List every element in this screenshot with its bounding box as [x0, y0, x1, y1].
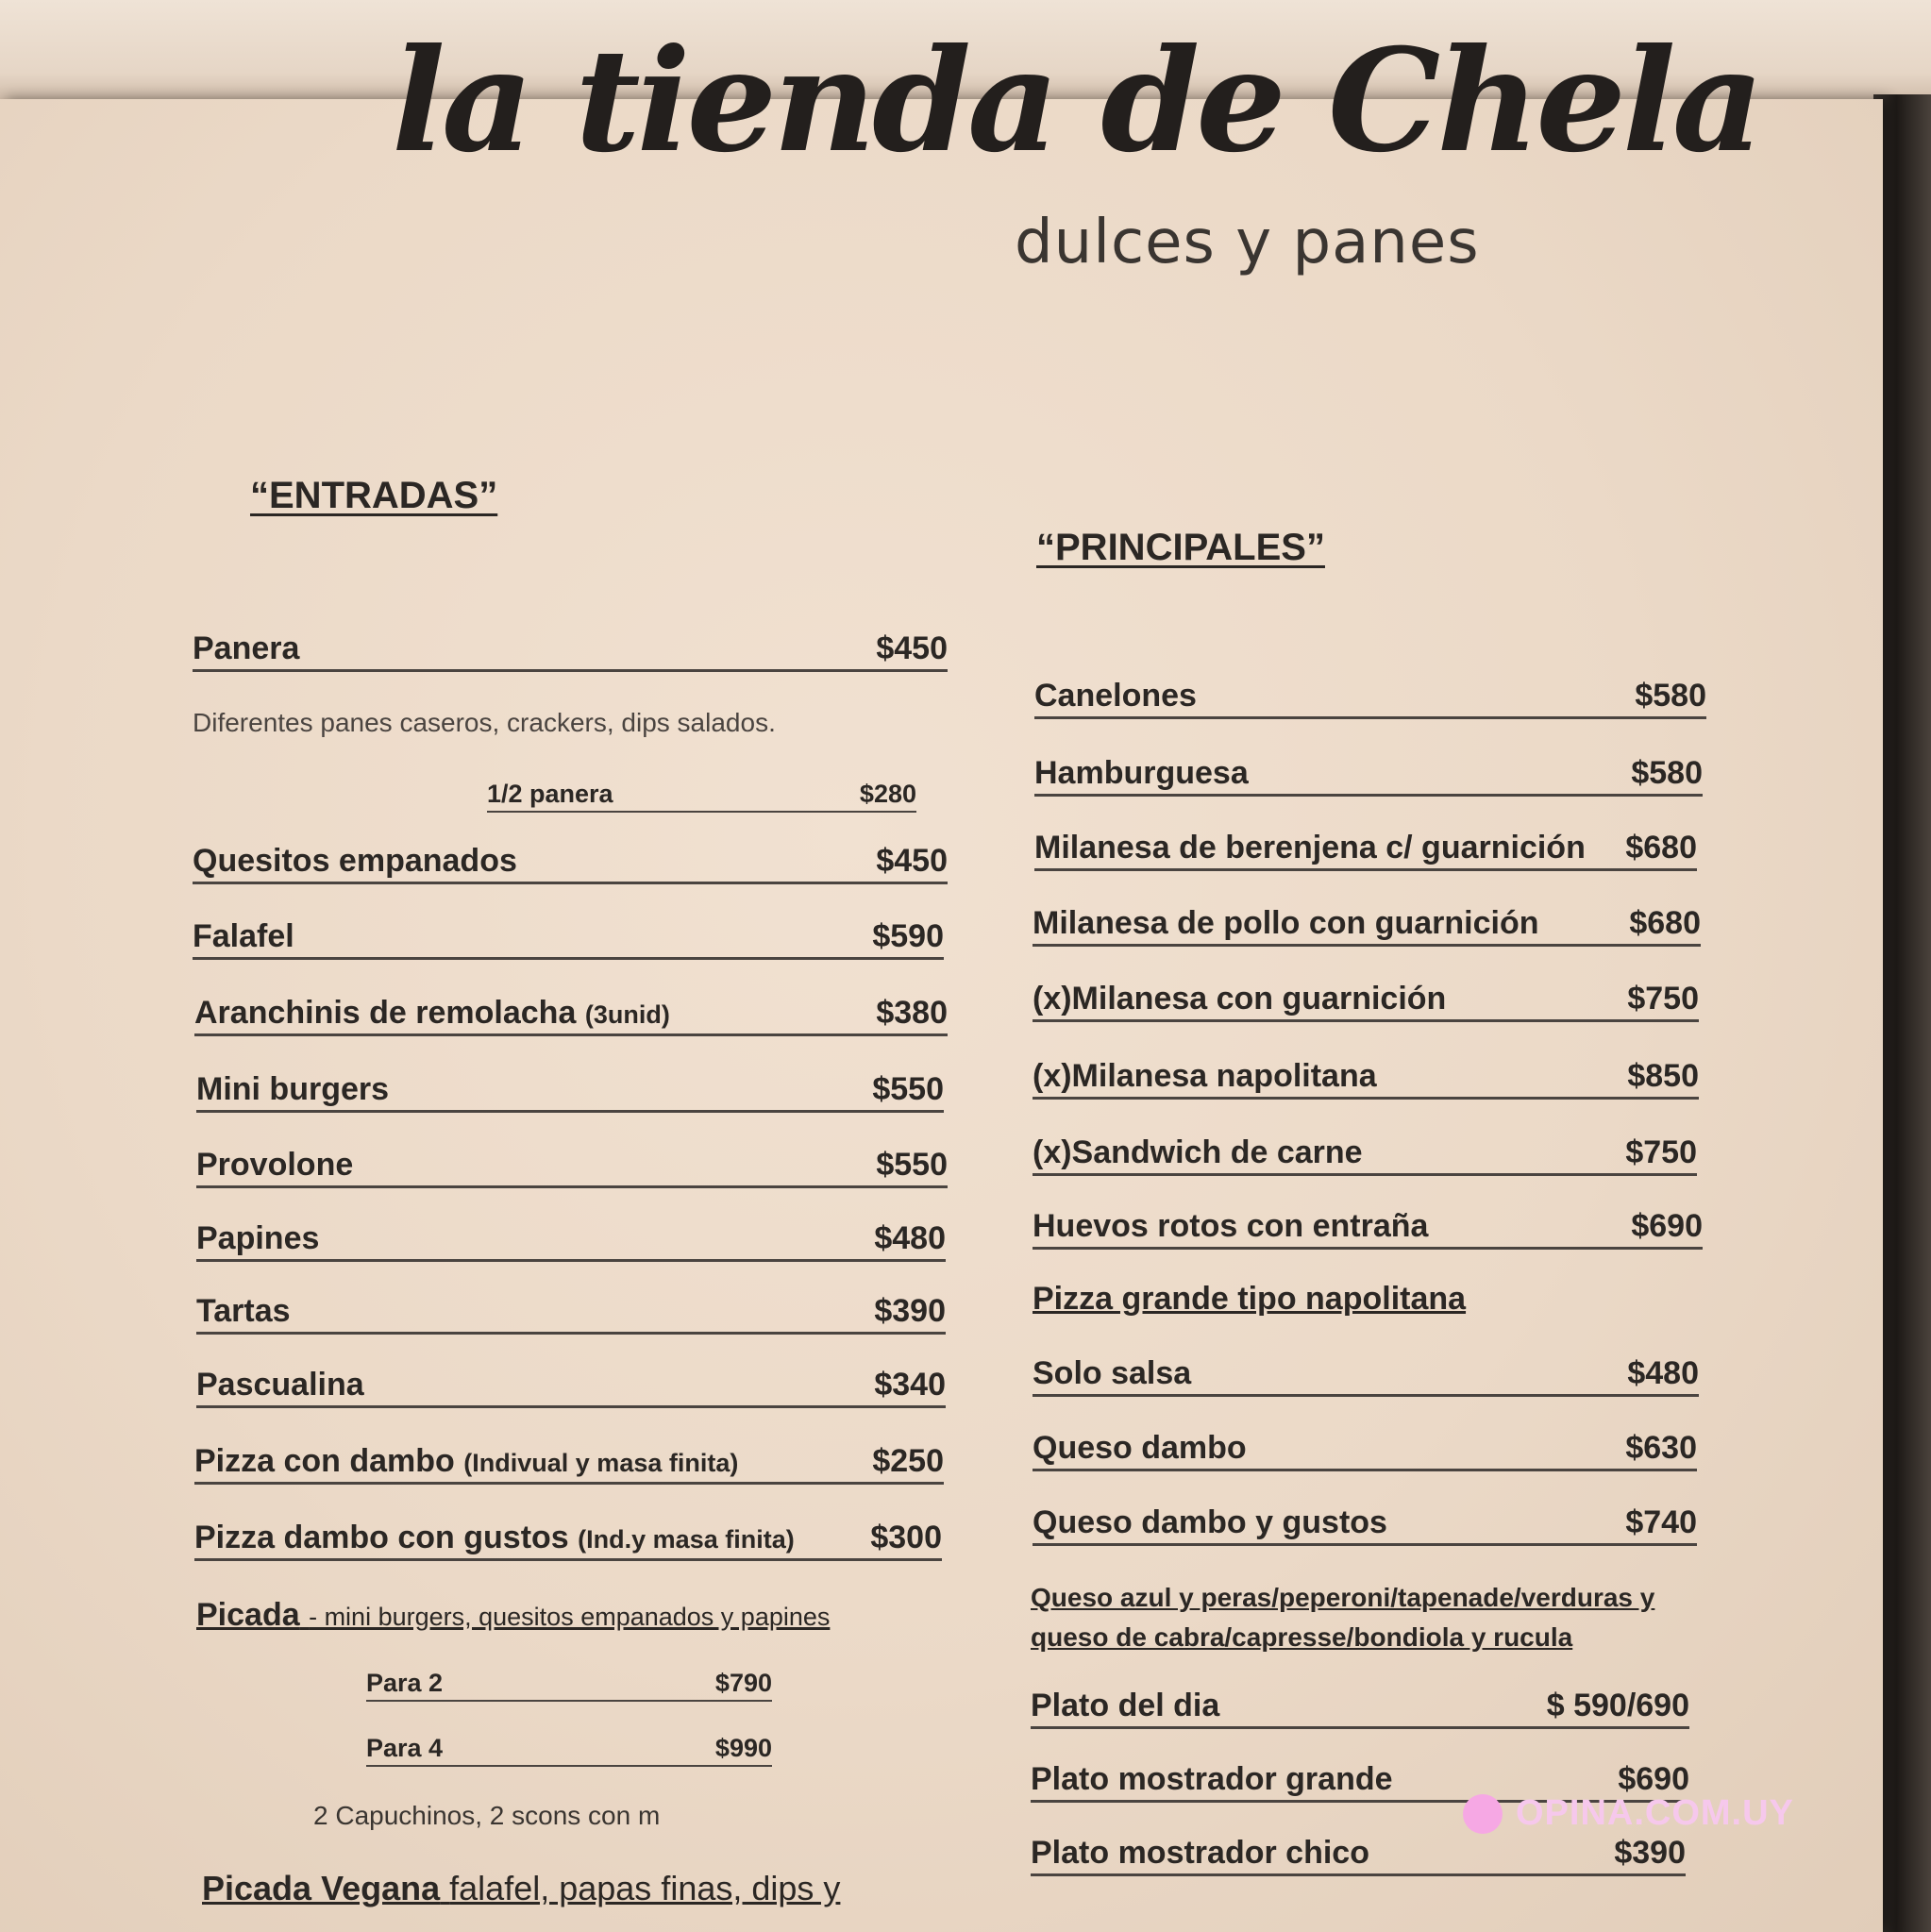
brand-logo: la tienda de Chela: [392, 18, 1761, 184]
item-name: Picada: [196, 1597, 300, 1633]
menu-item: [1033, 905, 1701, 947]
item-price: $680: [1625, 830, 1697, 865]
item-name: Falafel: [193, 918, 294, 954]
item-price: $480: [874, 1220, 946, 1256]
item-price: $740: [1625, 1504, 1697, 1540]
picada-line: [196, 1597, 830, 1634]
menu-item: [194, 1520, 942, 1561]
item-price: $790: [714, 1669, 772, 1697]
cut-off-line: 2 Capuchinos, 2 scons con m: [313, 1801, 661, 1830]
menu-item: [194, 1443, 944, 1485]
pizza-gustos-note: Queso azul y peras/peperoni/tapenade/verduras y queso de cabra/capresse/bondiola y rucula: [1031, 1583, 1655, 1652]
item-price: $750: [1625, 1134, 1697, 1170]
menu-item: [1031, 1835, 1686, 1876]
item-name: Panera: [193, 630, 300, 666]
item-note: (Ind.y masa finita): [578, 1525, 795, 1554]
menu-item: [1033, 1504, 1697, 1546]
menu-item: [1033, 1058, 1699, 1100]
item-description: falafel, papas finas, dips y: [449, 1869, 841, 1907]
menu-item: [193, 630, 948, 672]
item-name: Solo salsa: [1033, 1355, 1192, 1391]
item-price: $390: [874, 1293, 946, 1329]
item-price: $550: [872, 1071, 944, 1107]
menu-item: [1033, 1355, 1699, 1397]
item-price: $380: [876, 995, 948, 1031]
watermark-dot-icon: [1463, 1794, 1503, 1834]
item-name: Queso dambo: [1033, 1430, 1247, 1466]
item-name: Plato del dia: [1031, 1688, 1220, 1723]
item-name: Provolone: [196, 1147, 354, 1183]
item-name: Mini burgers: [196, 1071, 390, 1107]
item-name: Pascualina: [196, 1367, 364, 1403]
item-name: (x)Sandwich de carne: [1033, 1134, 1363, 1170]
item-note: (Indivual y masa finita): [463, 1449, 739, 1477]
menu-item: [196, 1367, 946, 1408]
item-price: $480: [1627, 1355, 1699, 1391]
item-name: Tartas: [196, 1293, 291, 1329]
principales-heading: “PRINCIPALES”: [1036, 527, 1325, 568]
item-price: $550: [876, 1147, 948, 1183]
menu-item: [1034, 755, 1703, 797]
item-name: Picada Vegana: [202, 1869, 441, 1907]
menu-item: [196, 1220, 946, 1262]
item-note: (3unid): [584, 1000, 670, 1029]
item-price: $990: [714, 1734, 772, 1762]
item-name: Huevos rotos con entraña: [1033, 1208, 1429, 1244]
entradas-heading: “ENTRADAS”: [250, 475, 498, 516]
item-description: - mini burgers, quesitos empanados y papines: [309, 1603, 831, 1631]
item-price: $690: [1618, 1761, 1689, 1797]
item-name: Pizza con dambo: [194, 1443, 455, 1479]
item-name: 1/2 panera: [487, 780, 613, 808]
menu-item: [1033, 1430, 1697, 1471]
item-name: Canelones: [1034, 678, 1197, 714]
menu-item: [366, 1734, 772, 1767]
item-price: $750: [1627, 981, 1699, 1016]
item-price: $630: [1625, 1430, 1697, 1466]
menu-item: [1031, 1688, 1689, 1729]
item-name: Plato mostrador chico: [1031, 1835, 1369, 1871]
menu-item: [366, 1669, 772, 1702]
menu-item: [1034, 830, 1697, 871]
item-price: $580: [1631, 755, 1703, 791]
menu-item: [194, 995, 948, 1036]
item-name: Para 2: [366, 1669, 444, 1697]
menu-item: [1033, 1208, 1703, 1250]
picada-vegana-line: [202, 1869, 840, 1908]
watermark-text: OPINA.COM.UY: [1516, 1793, 1794, 1833]
item-name: Queso dambo y gustos: [1033, 1504, 1387, 1540]
menu-item: [1034, 678, 1706, 719]
menu-item: [193, 843, 948, 884]
item-price: $580: [1635, 678, 1706, 714]
item-name: Pizza dambo con gustos: [194, 1520, 569, 1555]
pizza-heading: Pizza grande tipo napolitana: [1033, 1281, 1467, 1317]
panera-description: Diferentes panes caseros, crackers, dips salados.: [193, 708, 776, 737]
menu-item: [196, 1147, 948, 1188]
item-price: $250: [872, 1443, 944, 1479]
item-price: $280: [859, 780, 916, 808]
item-name: Milanesa de berenjena c/ guarnición: [1034, 830, 1586, 865]
item-price: $590: [872, 918, 944, 954]
item-price: $680: [1629, 905, 1701, 941]
menu-item: [193, 918, 944, 960]
menu-item: [196, 1293, 946, 1335]
item-price: $850: [1627, 1058, 1699, 1094]
item-price: $340: [874, 1367, 946, 1403]
brand-subtitle: dulces y panes: [1015, 208, 1480, 277]
item-name: Para 4: [366, 1734, 444, 1762]
item-name: Plato mostrador grande: [1031, 1761, 1393, 1797]
menu-item: [1033, 1134, 1697, 1176]
item-price: $390: [1614, 1835, 1686, 1871]
item-name: (x)Milanesa con guarnición: [1033, 981, 1447, 1016]
item-name: (x)Milanesa napolitana: [1033, 1058, 1377, 1094]
item-price: $690: [1631, 1208, 1703, 1244]
item-price: $450: [876, 630, 948, 666]
menu-item: [196, 1071, 944, 1113]
item-price: $300: [870, 1520, 942, 1555]
item-price: $450: [876, 843, 948, 879]
watermark: [1463, 1793, 1794, 1834]
item-name: Hamburguesa: [1034, 755, 1249, 791]
item-name: Quesitos empanados: [193, 843, 517, 879]
item-name: Papines: [196, 1220, 320, 1256]
menu-item: [487, 780, 916, 813]
item-price: $ 590/690: [1546, 1688, 1689, 1723]
menu-item: [1033, 981, 1699, 1022]
item-name: Milanesa de pollo con guarnición: [1033, 905, 1539, 941]
item-name: Aranchinis de remolacha: [194, 995, 577, 1031]
